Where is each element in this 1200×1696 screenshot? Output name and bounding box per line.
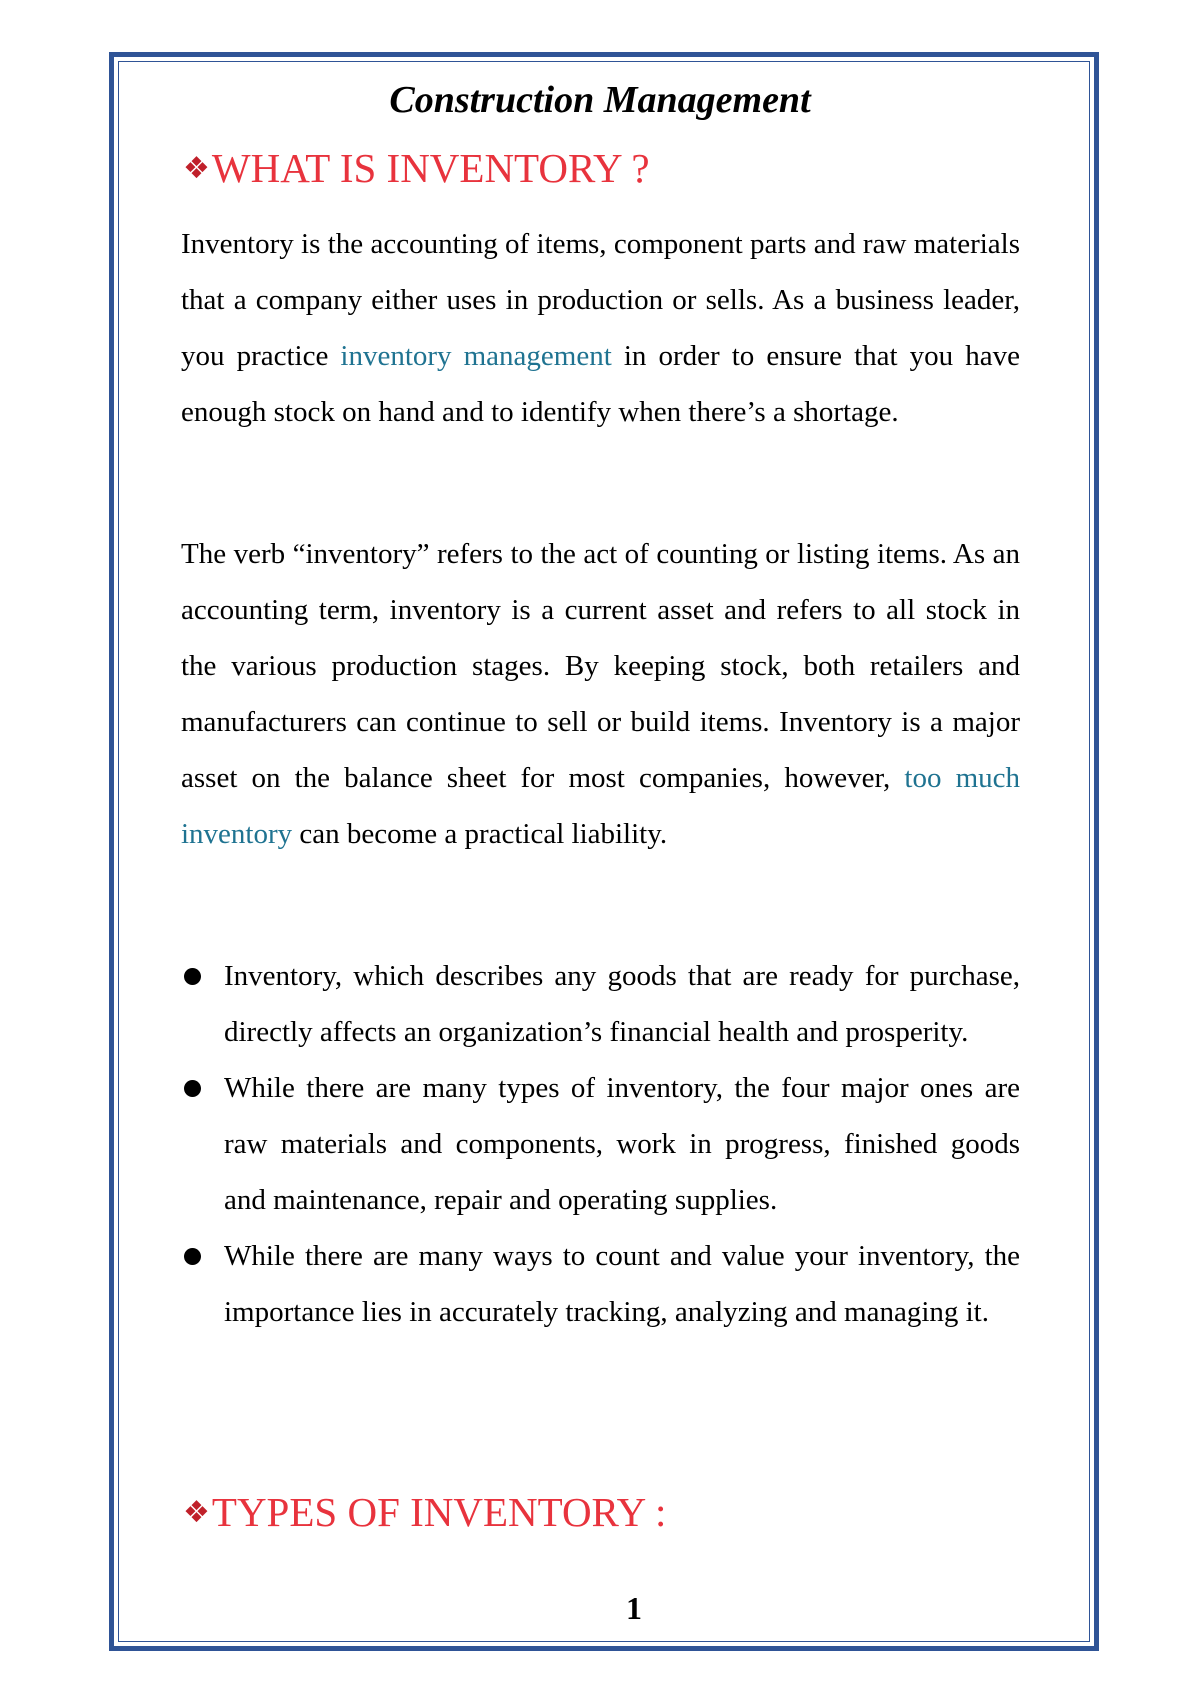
paragraph-text: in order to ensure that you have enough stock on hand and to identify when there’s a shortage. xyxy=(181,340,1020,428)
section-heading-text: WHAT IS INVENTORY ? xyxy=(211,145,650,191)
too-much-inventory-link[interactable]: too much inventory xyxy=(181,762,1020,850)
bullet-dot-icon xyxy=(184,1248,201,1265)
paragraph-verb-inventory xyxy=(181,526,1020,862)
list-item-text: While there are many ways to count and value your inventory, the importance lies in accurately tracking, analyzing and managing it. xyxy=(224,1240,1020,1328)
document-header-title: Construction Management xyxy=(389,79,811,121)
bullet-dot-icon xyxy=(184,1080,201,1097)
section-heading-what-is-inventory xyxy=(183,142,650,199)
list-item-text: Inventory, which describes any goods that are ready for purchase, directly affects an organization’s financial health and prosperity. xyxy=(224,960,1020,1048)
section-heading-text: TYPES OF INVENTORY : xyxy=(211,1489,667,1535)
inventory-management-link[interactable]: inventory management xyxy=(340,340,612,372)
paragraph-text: can become a practical liability. xyxy=(292,818,668,850)
paragraph-definition xyxy=(181,216,1020,440)
section-heading-types-of-inventory xyxy=(183,1486,666,1543)
diamond-bullet-icon: ❖ xyxy=(183,151,210,186)
paragraph-text: Inventory is the accounting of items, component parts and raw materials that a company either uses in production or sells. As a business leader, you practice xyxy=(181,228,1020,372)
list-item xyxy=(181,1060,1020,1228)
key-points-list xyxy=(181,948,1020,1340)
paragraph-text: The verb “inventory” refers to the act of counting or listing items. As an accounting term, inventory is a current asset and refers to all stock in the various production stages. By keeping stock, both retailers and manufacturers can continue to sell or build items. Inventory is a major asset on the balance sheet for most companies, however, xyxy=(181,538,1020,794)
bullet-dot-icon xyxy=(184,968,201,985)
list-item-text: While there are many types of inventory, the four major ones are raw materials and components, work in progress, finished goods and maintenance, repair and operating supplies. xyxy=(224,1072,1020,1216)
list-item xyxy=(181,948,1020,1060)
diamond-bullet-icon: ❖ xyxy=(183,1495,210,1530)
list-item xyxy=(181,1228,1020,1340)
page-number: 1 xyxy=(626,1590,642,1626)
